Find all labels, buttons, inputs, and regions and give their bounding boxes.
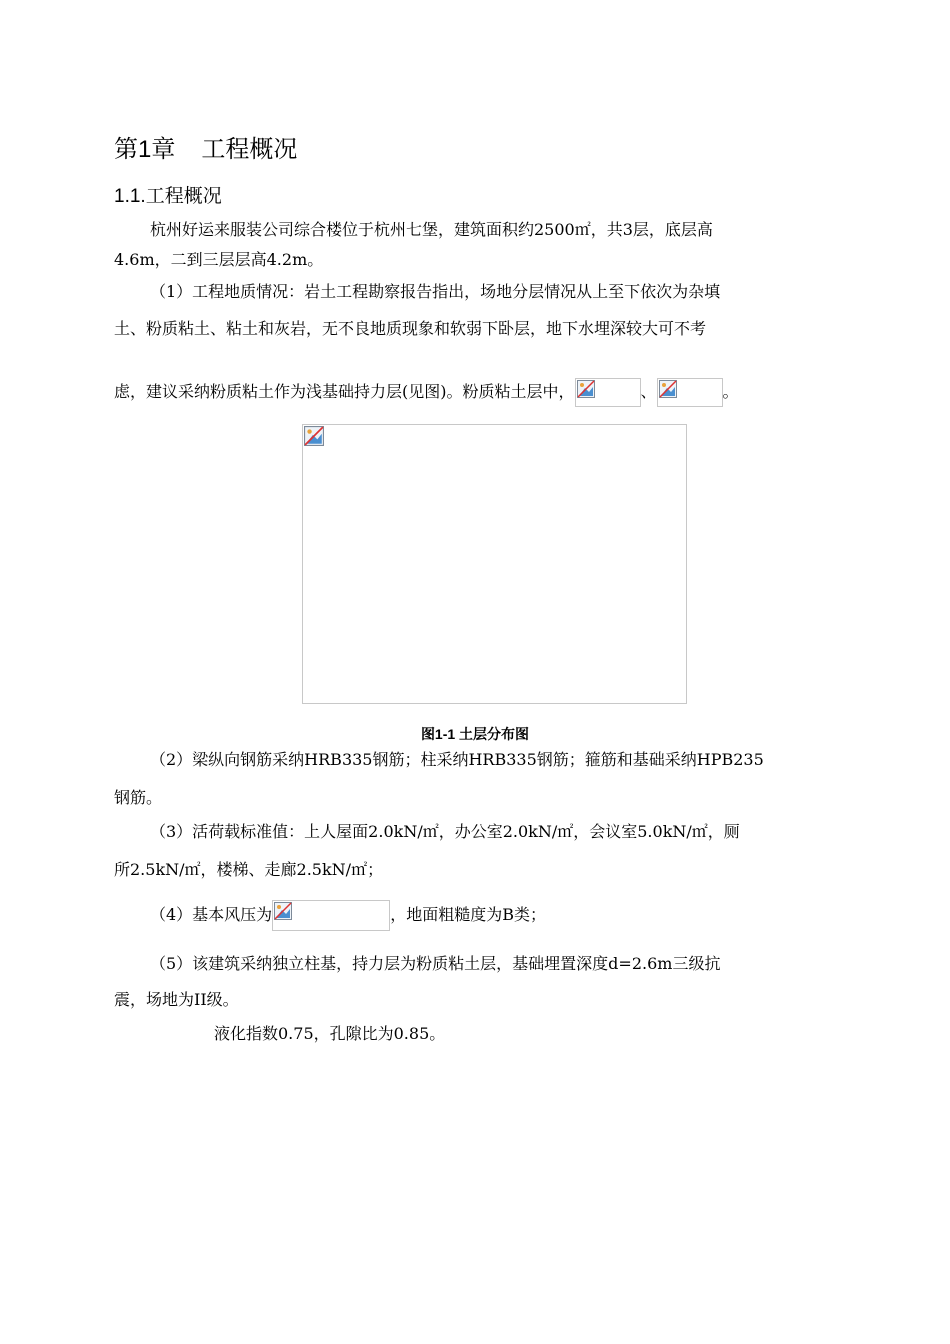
broken-image-icon: [659, 380, 677, 398]
section-number: 1.1.: [114, 186, 146, 207]
item1-separator: 、: [640, 382, 657, 401]
chapter-number: 第1章: [114, 136, 176, 163]
broken-image-icon: [274, 902, 292, 920]
intro-line-1: 杭州好运来服装公司综合楼位于杭州七堡，建筑面积约2500㎡，共3层，底层高: [150, 220, 713, 239]
chapter-title: 工程概况: [201, 136, 298, 163]
inline-formula-image-2: [657, 378, 723, 407]
item4-pre: （4）基本风压为: [150, 905, 273, 924]
item4-line: [150, 900, 546, 931]
wind-pressure-formula-image: [272, 900, 390, 931]
chapter-heading: [114, 134, 297, 166]
item1-line-3-text: 虑，建议采纳粉质粘土作为浅基础持力层(见图)。粉质粘土层中，: [114, 382, 575, 401]
item4-post: ，地面粗糙度为B类；: [390, 905, 546, 924]
section-title: 工程概况: [145, 186, 222, 207]
item3-line-1: （3）活荷载标准值：上人屋面2.0kN/㎡，办公室2.0kN/㎡，会议室5.0kN/㎡，厕: [150, 822, 740, 841]
item5-line-2: 震，场地为II级。: [114, 990, 239, 1009]
broken-image-icon: [577, 380, 595, 398]
item2-line-2: 钢筋。: [114, 788, 163, 807]
item1-line-3: [114, 378, 739, 407]
soil-layer-figure: [302, 424, 687, 704]
figure-caption: 图1-1 土层分布图: [420, 726, 530, 742]
item2-line-1: （2）梁纵向钢筋采纳HRB335钢筋；柱采纳HRB335钢筋；箍筋和基础采纳HPB235: [150, 750, 764, 769]
intro-line-2: 4.6m，二到三层层高4.2m。: [114, 250, 324, 269]
inline-formula-image-1: [575, 378, 641, 407]
item3-line-2: 所2.5kN/㎡，楼梯、走廊2.5kN/㎡；: [114, 860, 384, 879]
broken-image-icon: [304, 426, 324, 446]
item1-end: 。: [722, 382, 739, 401]
item1-line-1: （1）工程地质情况：岩土工程勘察报告指出，场地分层情况从上至下依次为杂填: [150, 282, 721, 301]
section-heading: [114, 184, 222, 210]
item5-line-1: （5）该建筑采纳独立柱基，持力层为粉质粘土层，基础埋置深度d=2.6m三级抗: [150, 954, 721, 973]
item1-line-2: 土、粉质粘土、粘土和灰岩，无不良地质现象和软弱下卧层，地下水埋深较大可不考: [114, 319, 707, 338]
item5-line-3: 液化指数0.75，孔隙比为0.85。: [214, 1024, 446, 1043]
